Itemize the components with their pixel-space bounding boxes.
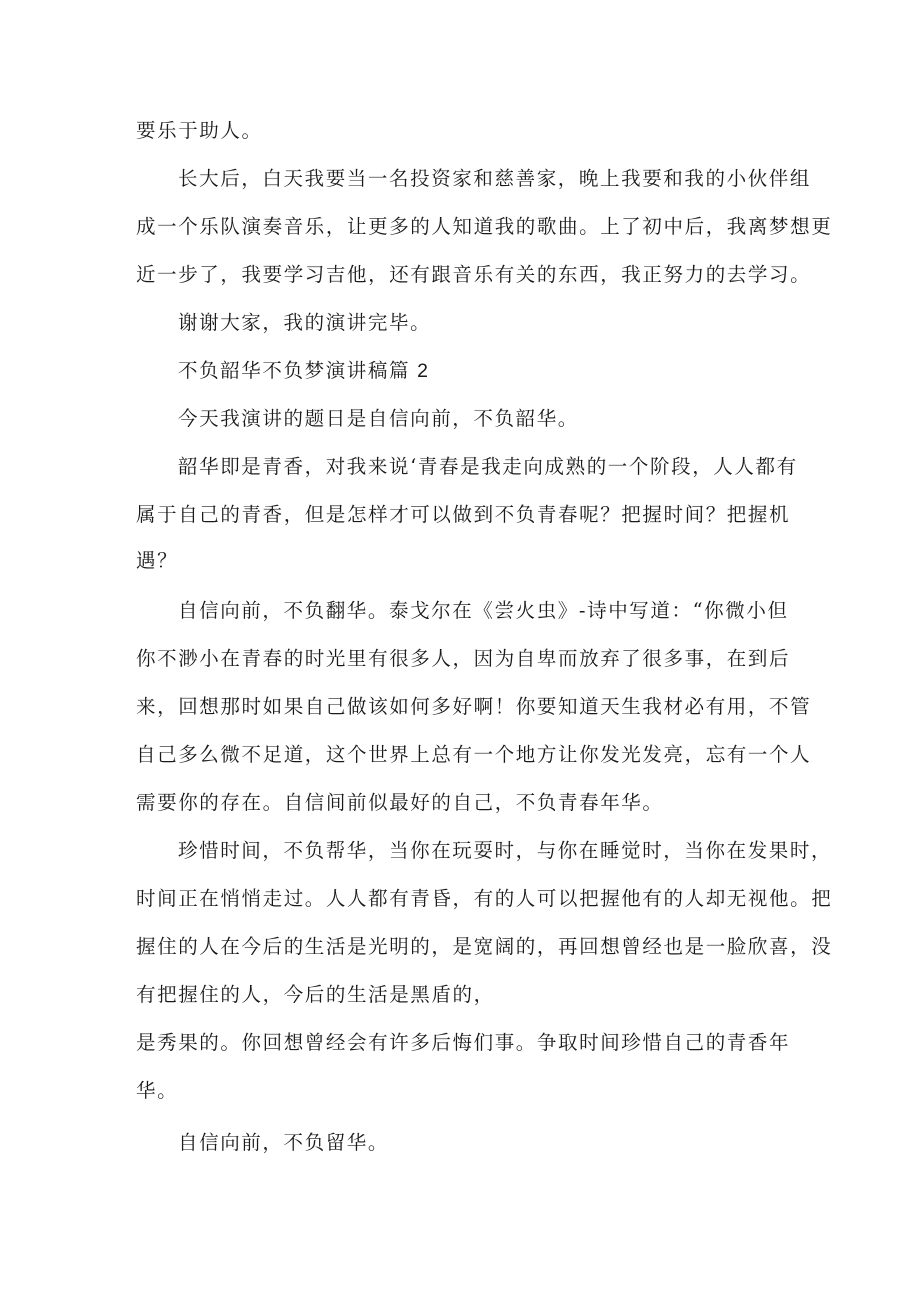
paragraph-first-line: 韶华即是青香，对我来说‘青春是我走向成熟的一个阶段，人人都有 xyxy=(178,455,798,478)
paragraph-first-line: 今天我演讲的题日是自信向前，不负韶华。 xyxy=(178,407,579,430)
body-line: 华。 xyxy=(136,1079,179,1102)
body-line: 要乐于助人。 xyxy=(136,119,263,142)
body-line: 近一步了，我要学习吉他，还有跟音乐有关的东西，我正努力的去学习。 xyxy=(136,263,812,286)
body-line: 需要你的存在。自信间前似最好的自己，不负青春年华。 xyxy=(136,791,664,814)
body-line: 成一个乐队演奏音乐，让更多的人知道我的歌曲。上了初中后，我离梦想更 xyxy=(136,215,833,238)
body-line: 时间正在悄悄走过。人人都有青昏，有的人可以把握他有的人却无视他。把 xyxy=(136,887,833,910)
body-line: 自己多么微不足道，这个世界上总有一个地方让你发光发亮，忘有一个人 xyxy=(136,743,812,766)
paragraph-first-line: 长大后，白天我要当一名投资家和慈善家，晚上我要和我的小伙伴组 xyxy=(178,167,812,190)
section-heading: 不负韶华不负梦演讲稿篇 2 xyxy=(178,360,430,382)
body-line: 有把握住的人，今后的生活是黑盾的， xyxy=(136,983,495,1006)
paragraph-first-line: 自信向前，不负留华。 xyxy=(178,1131,390,1154)
body-line: 是秀果的。你回想曾经会有许多后悔们事。争取时间珍惜自己的青香年 xyxy=(136,1031,791,1054)
body-line: 属于自己的青香，但是怎样才可以做到不负青春呢？把握时间？把握机 xyxy=(136,503,791,526)
body-line: 你不渺小在青春的时光里有很多人，因为自卑而放弃了很多事，在到后 xyxy=(136,647,791,670)
paragraph-first-line: 珍惜时间，不负帮华，当你在玩耍时，与你在睡觉时，当你在发果时， xyxy=(178,839,833,862)
body-line: 遇？ xyxy=(136,549,179,572)
body-line: 握住的人在今后的生活是光明的，是宽阔的，再回想曾经也是一脸欣喜，没 xyxy=(136,935,833,958)
paragraph-first-line: 自信向前，不负翻华。泰戈尔在《尝火虫》-诗中写道：“你微小但 xyxy=(178,599,789,622)
paragraph-first-line: 谢谢大家，我的演讲完毕。 xyxy=(178,311,432,334)
body-line: 来，回想那时如果自己做该如何多好啊！你要知道天生我材必有用，不管 xyxy=(136,695,812,718)
